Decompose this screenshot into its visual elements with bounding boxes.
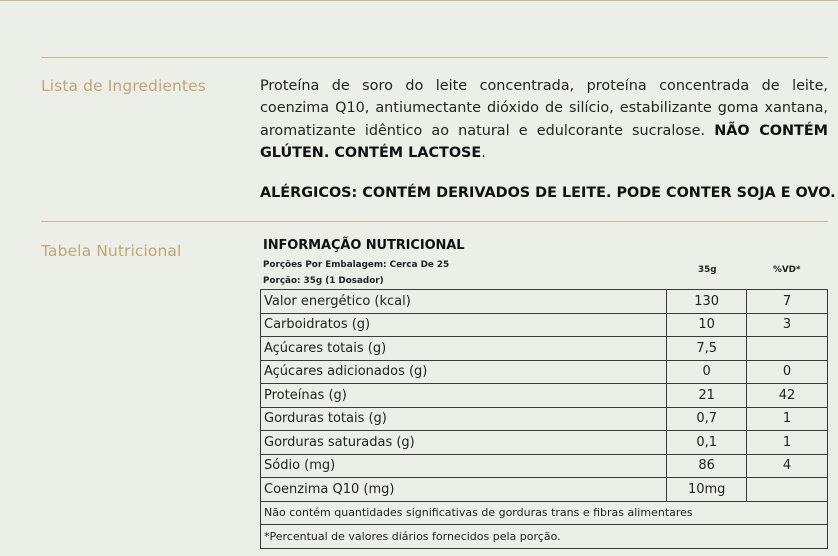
nutrition-title: INFORMAÇÃO NUTRICIONAL [263,238,465,253]
nutrient-vd: 4 [747,454,828,478]
nutrient-amount: 0,1 [667,431,747,455]
nutrient-name: Açúcares adicionados (g) [261,360,667,384]
table-note-row [261,501,828,525]
nutrient-amount: 21 [667,384,747,408]
table-row [261,384,828,408]
column-header-amount: 35g [698,265,717,275]
ingredients-text [260,75,828,165]
nutrient-amount: 10 [667,313,747,337]
nutrient-name: Carboidratos (g) [261,313,667,337]
table-row [261,290,828,314]
nutrient-amount: 0 [667,360,747,384]
nutrient-name: Valor energético (kcal) [261,290,667,314]
allergens-text: ALÉRGICOS: CONTÉM DERIVADOS DE LEITE. PODE CONTER SOJA E OVO. [260,185,836,201]
nutrient-name: Sódio (mg) [261,454,667,478]
nutrient-name: Gorduras saturadas (g) [261,431,667,455]
divider-middle [41,221,828,222]
nutrient-amount: 86 [667,454,747,478]
nutrient-name: Açúcares totais (g) [261,337,667,361]
nutrient-name: Proteínas (g) [261,384,667,408]
nutrient-vd [747,337,828,361]
top-rule [0,0,838,1]
table-row [261,478,828,502]
nutrient-vd [747,478,828,502]
nutrient-vd: 7 [747,290,828,314]
nutrient-amount: 130 [667,290,747,314]
ingredients-label: Lista de Ingredientes [41,77,206,95]
table-row [261,313,828,337]
nutrient-name: Gorduras totais (g) [261,407,667,431]
table-note: Não contém quantidades significativas de gorduras trans e fibras alimentares [261,501,828,525]
ingredients-bold-warning: NÃO CONTÉM GLÚTEN. CONTÉM LACTOSE [260,122,828,162]
nutrient-vd: 0 [747,360,828,384]
divider-top [41,57,828,58]
nutrition-label: Tabela Nutricional [41,242,182,260]
nutrient-vd: 42 [747,384,828,408]
table-row [261,454,828,478]
column-header-vd: %VD* [773,265,801,275]
nutrient-vd: 1 [747,431,828,455]
nutrient-vd: 3 [747,313,828,337]
nutrient-amount: 0,7 [667,407,747,431]
table-row [261,431,828,455]
nutrition-table [260,289,828,549]
table-row [261,407,828,431]
nutrient-amount: 7,5 [667,337,747,361]
table-note: *Percentual de valores diários fornecidos pela porção. [261,525,828,549]
table-row [261,337,828,361]
table-row [261,360,828,384]
serving-size: Porção: 35g (1 Dosador) [263,276,384,286]
table-note-row [261,525,828,549]
nutrient-vd: 1 [747,407,828,431]
nutrient-amount: 10mg [667,478,747,502]
servings-per-package: Porções Por Embalagem: Cerca De 25 [263,260,450,270]
ingredients-end-punct: . [481,145,486,162]
ingredients-body: Proteína de soro do leite concentrada, proteína concentrada de leite, coenzima Q10, antiumectante dióxido de silício, estabilizante goma xantana, aromatizante idêntico ao natural e edulcorante sucralose. [260,78,828,139]
nutrient-name: Coenzima Q10 (mg) [261,478,667,502]
